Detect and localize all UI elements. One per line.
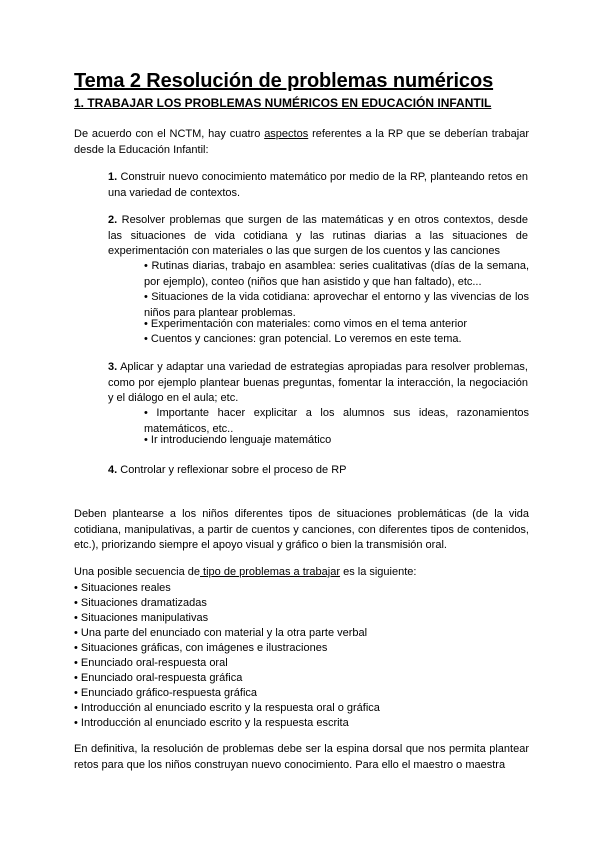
point-text: Construir nuevo conocimiento matemático por medio de la RP, planteando retos en una variedad de contextos. <box>108 171 528 199</box>
list-item: • Enunciado oral-respuesta oral <box>74 657 228 669</box>
point-2-subitem: • Cuentos y canciones: gran potencial. Lo veremos en este tema. <box>144 333 462 345</box>
list-item: • Situaciones manipulativas <box>74 612 209 624</box>
intro-text-after: referentes a la RP que se deberían trabajar desde la Educación Infantil: <box>74 128 529 156</box>
point-2-subitem: • Rutinas diarias, trabajo en asamblea: series cualitativas (días de la semana, por ejemplo), conteo (niños que han asistido y que han faltado), etc... <box>144 260 529 288</box>
point-4 <box>108 463 346 479</box>
section-heading: 1. TRABAJAR LOS PROBLEMAS NUMÉRICOS EN EDUCACIÓN INFANTIL <box>74 96 492 110</box>
point-1 <box>108 170 528 201</box>
list-item: • Situaciones reales <box>74 582 171 594</box>
sequence-text-after: es la siguiente: <box>340 566 417 578</box>
intro-paragraph <box>74 127 529 158</box>
point-text: Controlar y reflexionar sobre el proceso de RP <box>120 464 347 476</box>
list-item: • Enunciado gráfico-respuesta gráfica <box>74 687 258 699</box>
list-item: • Introducción al enunciado escrito y la respuesta oral o gráfica <box>74 702 380 714</box>
aspectos-link[interactable]: aspectos <box>264 128 309 140</box>
point-number: 1. <box>108 171 118 183</box>
point-2-subitem: • Situaciones de la vida cotidiana: aprovechar el entorno y las vivencias de los niños para plantear problemas. <box>144 291 529 319</box>
point-3-subitem: • Importante hacer explicitar a los alumnos sus ideas, razonamientos matemáticos, etc.. <box>144 407 529 435</box>
point-text: Resolver problemas que surgen de las matemáticas y en otros contextos, desde las situaciones de vida cotidiana y las rutinas diarias a las situaciones de experimentación con materiales o las que surgen de los cuentos y las canciones <box>108 214 528 257</box>
point-number: 2. <box>108 214 118 226</box>
point-number: 3. <box>108 361 118 373</box>
point-2 <box>108 213 528 260</box>
list-item: • Introducción al enunciado escrito y la respuesta escrita <box>74 717 349 729</box>
list-item: • Una parte del enunciado con material y la otra parte verbal <box>74 627 368 639</box>
intro-text-before: De acuerdo con el NCTM, hay cuatro <box>74 128 265 140</box>
list-item: • Situaciones gráficas, con imágenes e ilustraciones <box>74 642 328 654</box>
problem-types-link[interactable]: tipo de problemas a trabajar <box>199 566 341 578</box>
page-title: Tema 2 Resolución de problemas numéricos <box>74 70 494 92</box>
conclusion-paragraph: En definitiva, la resolución de problemas debe ser la espina dorsal que nos permita plantear retos para que los niños construyan nuevo conocimiento. Para ello el maestro o maestra <box>74 743 529 771</box>
list-item: • Situaciones dramatizadas <box>74 597 207 609</box>
point-number: 4. <box>108 464 118 476</box>
sequence-text-before: Una posible secuencia de <box>74 566 200 578</box>
point-3 <box>108 360 528 407</box>
point-text: Aplicar y adaptar una variedad de estrategias apropiadas para resolver problemas, como por ejemplo plantear buenas preguntas, fomentar la interacción, la negociación y el diálogo en el aula; etc. <box>108 361 528 404</box>
list-item: • Enunciado oral-respuesta gráfica <box>74 672 243 684</box>
situations-paragraph: Deben plantearse a los niños diferentes tipos de situaciones problemáticas (de la vida cotidiana, manipulativas, a partir de cuentos y canciones, con diferentes tipos de contenidos, etc.), priorizando siempre el apoyo visual y gráfico o bien la transmisión oral. <box>74 508 529 551</box>
sequence-intro <box>74 565 416 581</box>
point-2-subitem: • Experimentación con materiales: como vimos en el tema anterior <box>144 318 467 330</box>
problem-sequence-list <box>74 581 380 731</box>
point-3-subitem: • Ir introduciendo lenguaje matemático <box>144 434 332 446</box>
